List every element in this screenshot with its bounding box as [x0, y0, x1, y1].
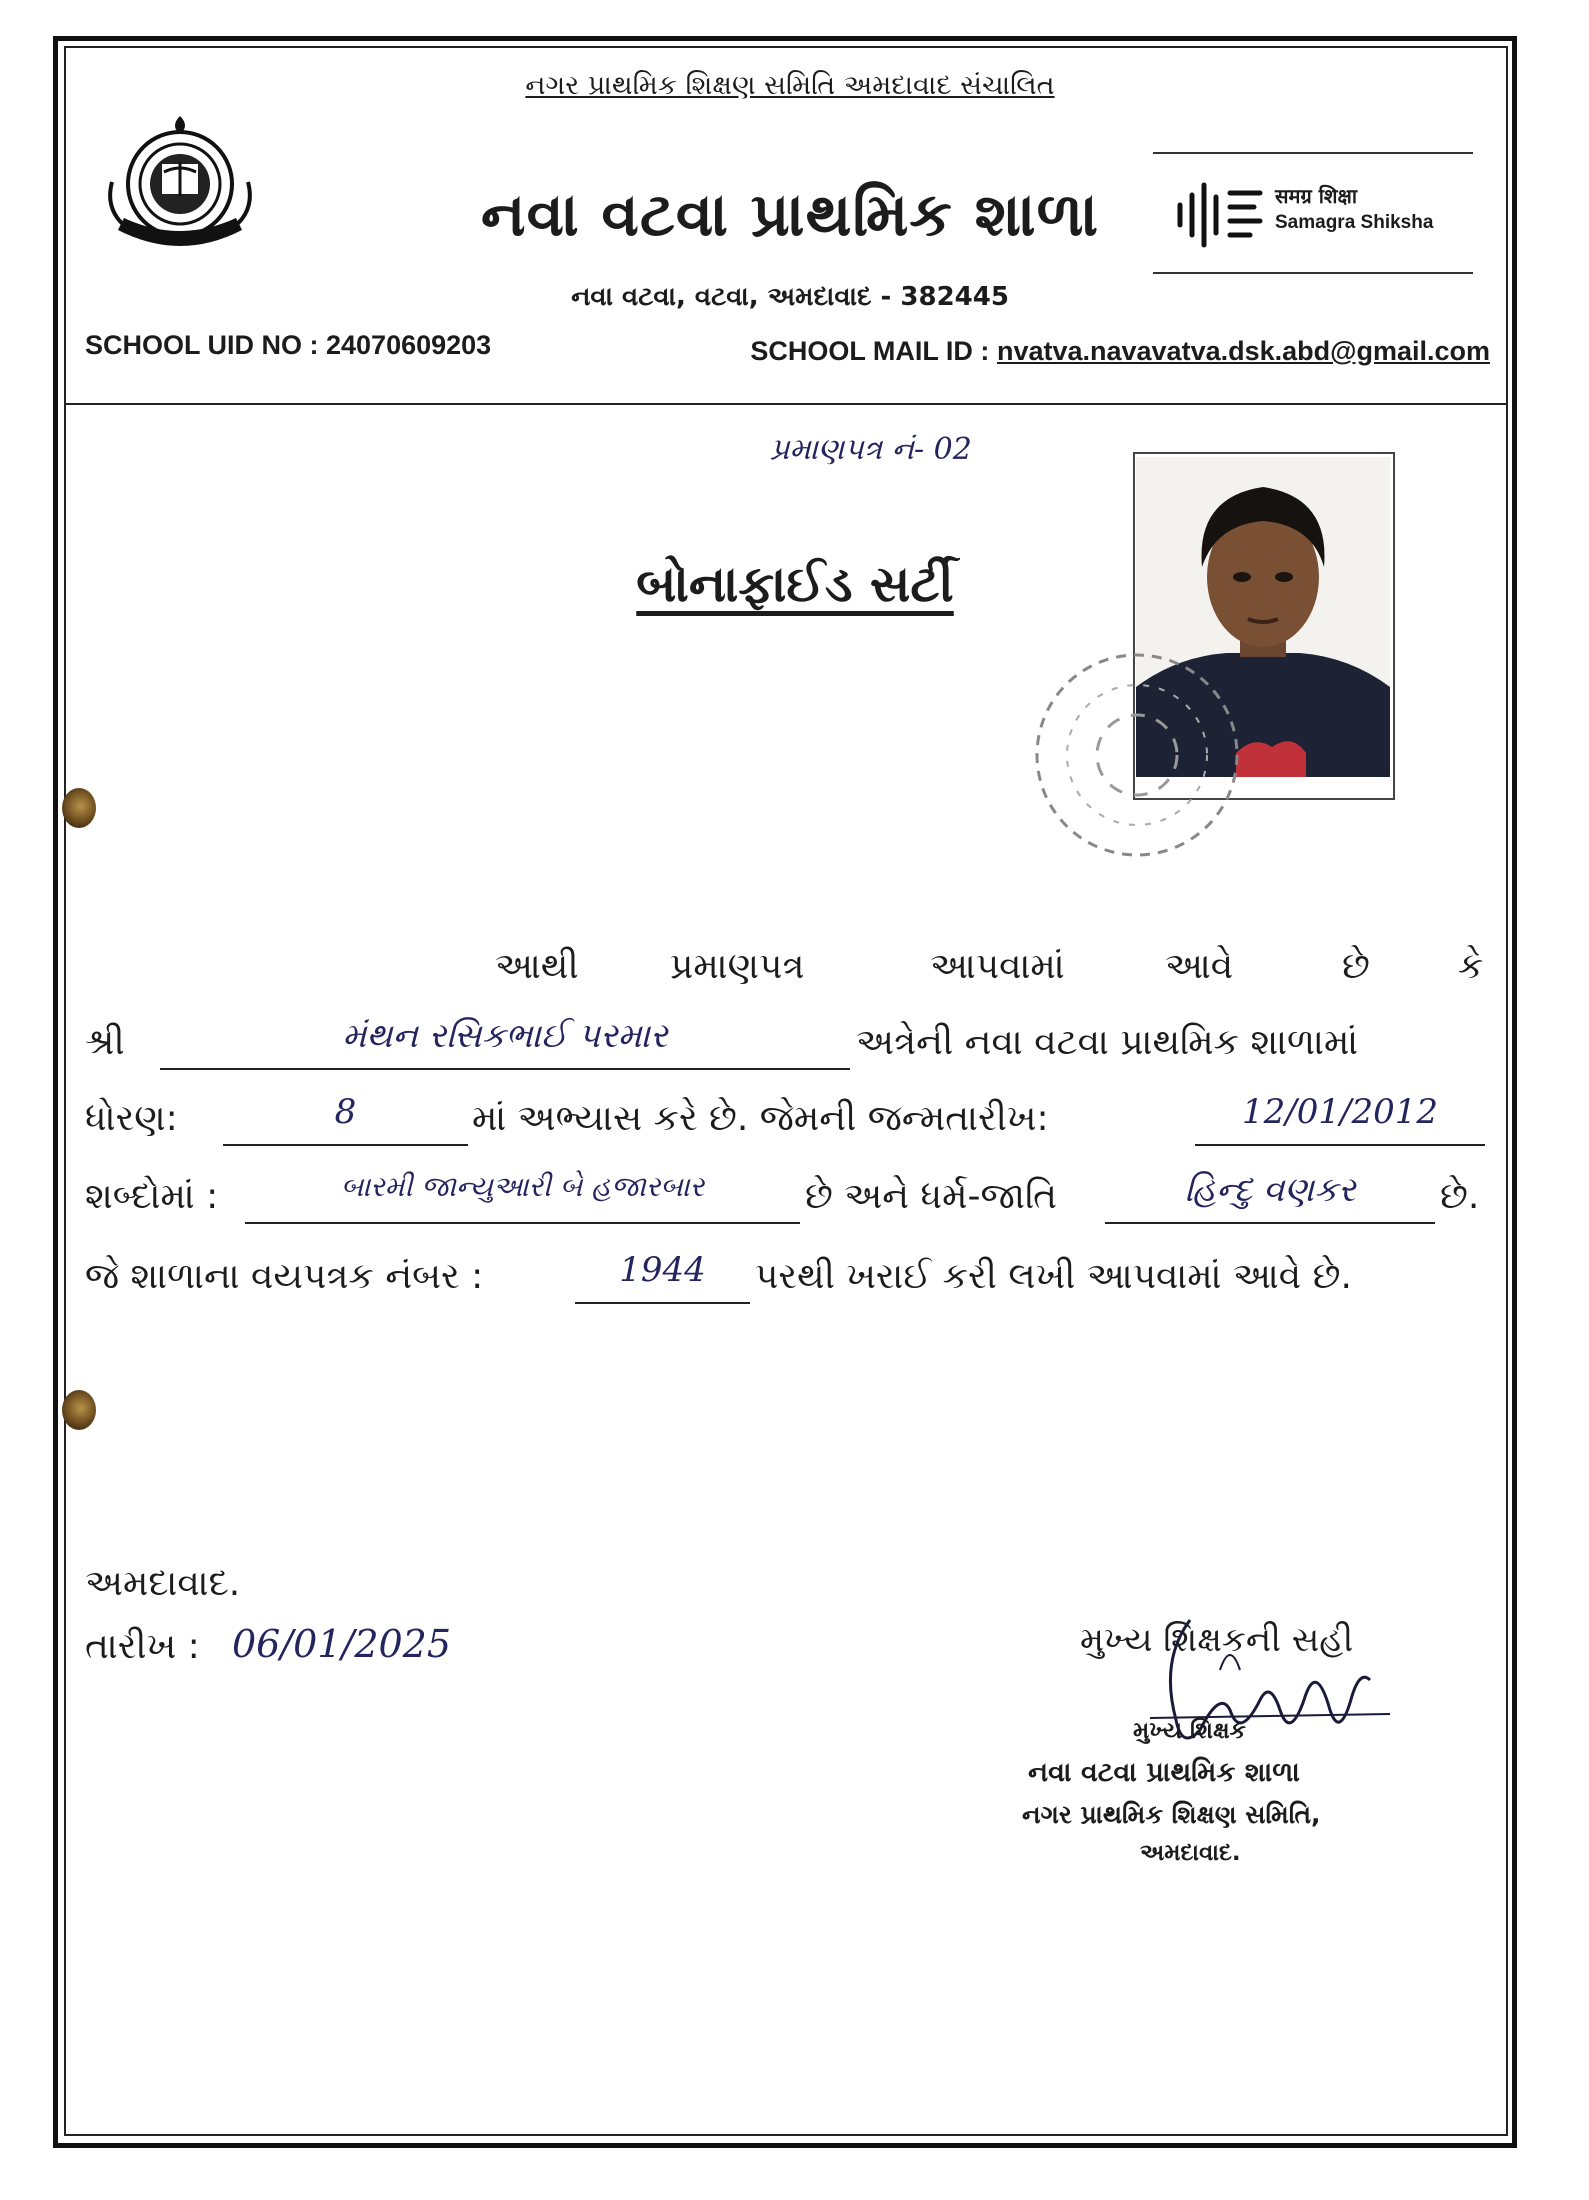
words-after-text: છે અને ધર્મ-જાતિ: [805, 1176, 1058, 1217]
std-label: ધોરણ:: [85, 1098, 178, 1139]
place: અમદાવાદ.: [85, 1563, 241, 1604]
signature-label: મુખ્ય શિક્ષકની સહી: [1080, 1620, 1354, 1660]
school-address: નવા વટવા, વટવા, અમદાવાદ - 382445: [571, 282, 1009, 312]
line1-word-3: આપવામાં: [930, 946, 1065, 987]
line1-word-6: કે: [1458, 946, 1484, 987]
school-uid: SCHOOL UID NO : 24070609203: [85, 330, 492, 360]
dob-in-words: બારમી જાન્યુઆરી બે હજારબાર: [245, 1170, 800, 1224]
stamp-city: અમદાવાદ.: [1140, 1840, 1241, 1866]
std-value: 8: [223, 1092, 468, 1146]
binder-hole-top: [62, 788, 96, 828]
line1-word-2: પ્રમાણપત્ર: [670, 946, 805, 987]
reg-label: જે શાળાના વયપત્રક નંબર :: [85, 1256, 484, 1297]
register-number: 1944: [575, 1250, 750, 1304]
samagra-rule-bottom: [1153, 272, 1473, 274]
student-name: મંથન રસિકભાઈ પરમાર: [160, 1016, 850, 1070]
school-mail-label: SCHOOL MAIL ID :: [750, 336, 990, 366]
words-label: શબ્દોમાં :: [85, 1176, 219, 1217]
date-label: તારીખ :: [85, 1626, 200, 1667]
line1-word-4: આવે: [1165, 946, 1234, 987]
stamp-school-name: નવા વટવા પ્રાથમિક શાળા: [1028, 1757, 1300, 1788]
stamp-samiti: નગર પ્રાથમિક શિક્ષણ સમિતિ,: [1022, 1800, 1321, 1829]
school-mail: [730, 336, 1490, 367]
school-mail-address: nvatva.navavatva.dsk.abd@gmail.com: [996, 336, 1490, 366]
shri-label: શ્રી: [85, 1022, 125, 1063]
caste-after-text: છે.: [1440, 1176, 1480, 1217]
line1-word-5: છે: [1342, 946, 1370, 987]
samagra-rule-top: [1153, 152, 1473, 154]
header-divider: [64, 403, 1508, 405]
certificate-title: બોનાફાઈડ સર્ટી: [636, 555, 954, 613]
school-name: નવા વટવા પ્રાથમિક શાળા: [480, 180, 1100, 250]
issue-date: 06/01/2025: [232, 1622, 452, 1666]
dob-value: 12/01/2012: [1195, 1092, 1485, 1146]
certificate-number: પ્રમાણપત્ર નં- 02: [770, 432, 972, 467]
caste-value: હિન્દુ વણકર: [1105, 1170, 1435, 1224]
principal-signature: [1090, 1600, 1420, 1780]
binder-hole-bottom: [62, 1390, 96, 1430]
samagra-shiksha-hindi: समग्र शिक्षा: [1275, 184, 1358, 208]
samagra-shiksha-logo-icon: [1170, 175, 1270, 255]
after-name-text: અત્રેની નવા વટવા પ્રાથમિક શાળામાં: [856, 1022, 1359, 1063]
stamp-designation: મુખ્ય શિક્ષક: [1133, 1718, 1246, 1744]
school-seal-stamp: [1022, 645, 1252, 865]
managing-org-line: નગર પ્રાથમિક શિક્ષણ સમિતિ અમદાવાદ સંચાલિત: [525, 70, 1055, 101]
std-after-text: માં અભ્યાસ કરે છે. જેમની જન્મતારીખ:: [472, 1098, 1049, 1139]
reg-after-text: પરથી ખરાઈ કરી લખી આપવામાં આવે છે.: [755, 1256, 1352, 1297]
samagra-shiksha-latin: Samagra Shiksha: [1275, 212, 1434, 233]
line1-word-1: આથી: [495, 946, 579, 987]
school-emblem-icon: [100, 112, 260, 262]
